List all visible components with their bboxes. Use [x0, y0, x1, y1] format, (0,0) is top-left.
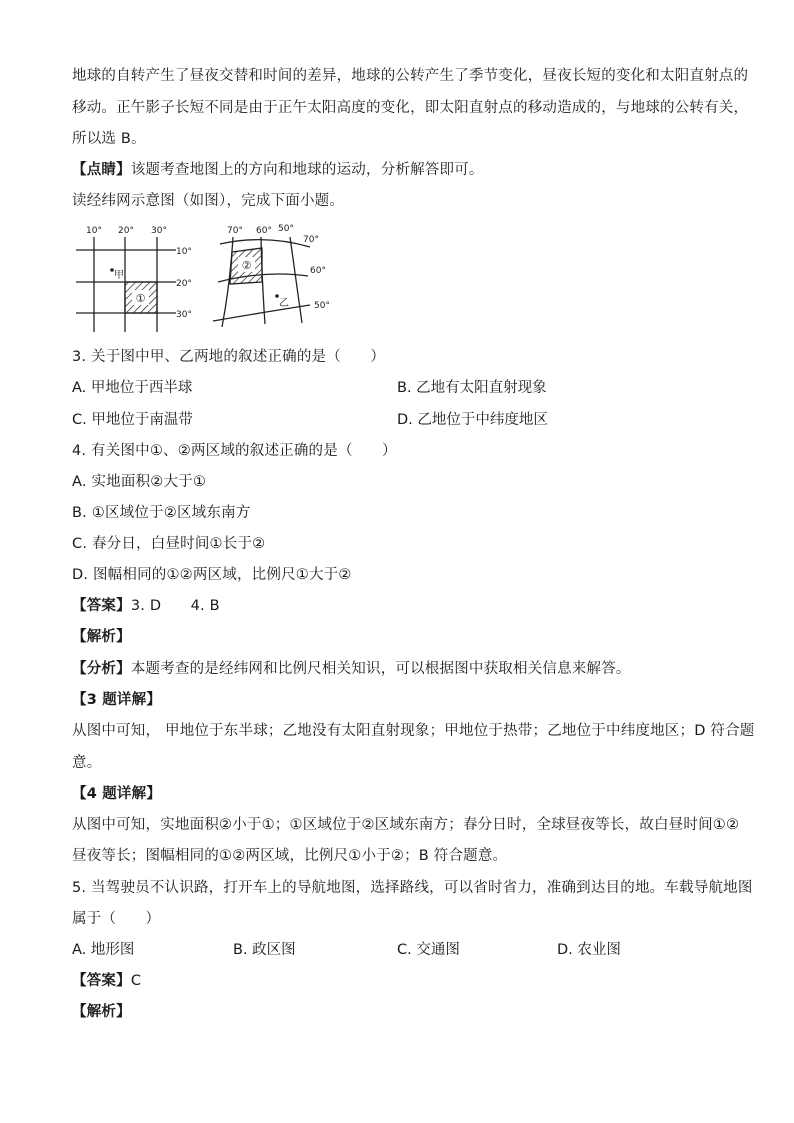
dianjing-text: 该题考查地图上的方向和地球的运动，分析解答即可。	[130, 162, 484, 178]
answer-2-text: C	[130, 973, 142, 989]
answer-2-line	[72, 971, 141, 991]
meridian-curve	[290, 237, 302, 323]
q4-option-d: D. 图幅相同的①②两区域，比例尺①大于②	[72, 567, 352, 583]
paragraph-line: 移动。正午影子长短不同是由于正午太阳高度的变化，即太阳直射点的移动造成的，与地球的公转有关，	[72, 100, 749, 116]
q5-option-c: C. 交通图	[397, 942, 460, 958]
answer-line	[72, 596, 220, 616]
question-5-stem-cont: 属于（ ）	[72, 911, 161, 927]
left-right-label: 20°	[176, 279, 192, 289]
q4-option-c: C. 春分日，白昼时间①长于②	[72, 536, 266, 552]
q3-option-b: B. 乙地有太阳直射现象	[397, 380, 547, 396]
region-1-label: ①	[135, 292, 146, 305]
point-yi-label: 乙	[279, 298, 289, 309]
left-top-label: 10°	[86, 226, 102, 236]
q4-detail-tag: 【4 题详解】	[72, 786, 162, 802]
q4-detail-line: 昼夜等长；图幅相同的①②两区域，比例尺①小于②；B 符合题意。	[72, 848, 508, 864]
question-3-stem: 3. 关于图中甲、乙两地的叙述正确的是（ ）	[72, 349, 386, 365]
q3-option-c: C. 甲地位于南温带	[72, 412, 193, 428]
q5-option-a: A. 地形图	[72, 942, 135, 958]
q3-detail-line: 意。	[72, 755, 102, 771]
right-top-label: 50°	[278, 224, 294, 234]
latitude-arc	[213, 305, 310, 321]
analysis-2-tag: 【解析】	[72, 1004, 131, 1020]
q3-option-a: A. 甲地位于西半球	[72, 380, 193, 396]
left-right-label: 10°	[176, 247, 192, 257]
q4-option-b: B. ①区域位于②区域东南方	[72, 505, 251, 521]
answer-tag: 【答案】	[72, 598, 131, 614]
right-top-label: 60°	[256, 226, 272, 236]
graticule-figure	[70, 220, 340, 335]
q4-detail-line: 从图中可知，实地面积②小于①；①区域位于②区域东南方；春分日时，全球昼夜等长，故白昼时间①②	[72, 817, 740, 833]
q3-option-d: D. 乙地位于中纬度地区	[397, 412, 548, 428]
analysis-tag: 【解析】	[72, 629, 131, 645]
dianjing-tag: 【点睛】	[72, 162, 131, 178]
left-top-label: 30°	[151, 226, 167, 236]
fenxi-line	[72, 659, 631, 679]
right-side-label: 60°	[310, 266, 326, 276]
q5-option-b: B. 政区图	[233, 942, 296, 958]
q5-option-d: D. 农业图	[557, 942, 621, 958]
right-top-label: 70°	[227, 226, 243, 236]
answer-2-tag: 【答案】	[72, 973, 131, 989]
dianjing-line	[72, 160, 484, 180]
right-side-label: 70°	[303, 235, 319, 245]
question-5-stem: 5. 当驾驶员不认识路，打开车上的导航地图，选择路线，可以省时省力，准确到达目的地。车载导航地图	[72, 880, 753, 896]
point-jia-label: 甲	[114, 270, 124, 281]
q3-detail-line: 从图中可知， 甲地位于东半球；乙地没有太阳直射现象；甲地位于热带；乙地位于中纬度地区；D 符合题	[72, 723, 755, 739]
question-4-stem: 4. 有关图中①、②两区域的叙述正确的是（ ）	[72, 443, 397, 459]
region-2-label: ②	[241, 259, 252, 272]
q3-detail-tag: 【3 题详解】	[72, 692, 162, 708]
left-right-label: 30°	[176, 310, 192, 320]
right-side-label: 50°	[314, 301, 330, 311]
fenxi-tag: 【分析】	[72, 661, 131, 677]
fenxi-text: 本题考查的是经纬网和比例尺相关知识，可以根据图中获取相关信息来解答。	[130, 661, 631, 677]
left-top-label: 20°	[118, 226, 134, 236]
answer-text: 3. D 4. B	[130, 598, 220, 614]
q4-option-a: A. 实地面积②大于①	[72, 474, 207, 490]
paragraph-line: 所以选 B。	[72, 131, 146, 147]
latitude-arc	[220, 240, 310, 247]
paragraph-line: 地球的自转产生了昼夜交替和时间的差异，地球的公转产生了季节变化，昼夜长短的变化和太阳直射点的	[72, 68, 749, 84]
intro-line: 读经纬网示意图（如图），完成下面小题。	[72, 193, 345, 209]
